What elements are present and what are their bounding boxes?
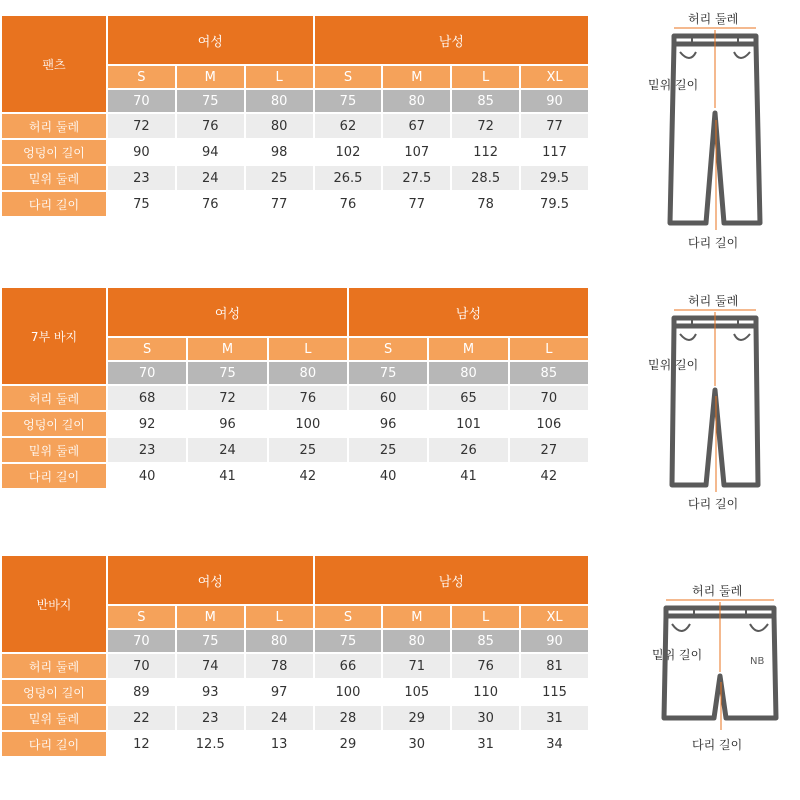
size-cell: XL	[521, 606, 588, 628]
pants-diagram	[640, 290, 790, 515]
inch-cell: 80	[246, 90, 313, 112]
value-cell: 101	[456, 416, 481, 432]
value-cell: 12.5	[195, 736, 225, 752]
size-cell: L	[452, 66, 519, 88]
table-row	[2, 412, 588, 436]
value-cell: 97	[270, 684, 288, 700]
row-label: 엉덩이 길이	[2, 680, 106, 704]
value-cell: 80	[246, 114, 313, 138]
waist-label: 허리 둘레	[688, 294, 739, 308]
table-row	[2, 654, 588, 678]
table-row	[2, 386, 588, 410]
table-row	[2, 114, 588, 138]
value-cell: 117	[542, 144, 567, 160]
table-row	[2, 192, 588, 216]
value-cell: 89	[133, 684, 150, 700]
group-women: 여성	[108, 16, 313, 64]
inch-cell: 70	[108, 630, 175, 652]
value-cell: 112	[473, 144, 499, 160]
size-cell: S	[108, 338, 186, 360]
value-cell: 24	[188, 438, 266, 462]
size-cell: L	[246, 66, 313, 88]
shorts-diagram	[650, 580, 790, 755]
value-cell: 40	[138, 468, 156, 484]
value-cell: 31	[521, 706, 588, 730]
value-cell: 72	[452, 114, 519, 138]
row-label: 다리 길이	[2, 732, 106, 756]
value-cell: 94	[201, 144, 219, 160]
value-cell: 98	[270, 144, 288, 160]
value-cell: 90	[133, 144, 150, 160]
value-cell: 92	[138, 416, 156, 432]
size-cell: M	[177, 606, 244, 628]
value-cell: 23	[108, 438, 186, 462]
value-cell: 100	[295, 416, 321, 432]
inch-cell: 70	[108, 362, 186, 384]
inch-cell: 85	[452, 630, 519, 652]
group-women: 여성	[108, 288, 347, 336]
inch-cell: 80	[383, 630, 450, 652]
value-cell: 76	[177, 114, 244, 138]
group-men: 남성	[315, 556, 588, 604]
value-cell: 29	[339, 736, 357, 752]
leg-label: 다리 길이	[688, 236, 739, 250]
value-cell: 75	[133, 196, 150, 212]
value-cell: 115	[542, 684, 567, 700]
value-cell: 29.5	[521, 166, 588, 190]
size-cell: M	[383, 66, 450, 88]
size-cell: M	[429, 338, 507, 360]
size-cell: L	[246, 606, 313, 628]
row-label: 엉덩이 길이	[2, 140, 106, 164]
inch-cell: 75	[177, 90, 244, 112]
group-women: 여성	[108, 556, 313, 604]
table-row	[2, 166, 588, 190]
value-cell: 107	[404, 144, 430, 160]
size-cell: S	[349, 338, 427, 360]
value-cell: 31	[477, 736, 494, 752]
inch-cell: 75	[349, 362, 427, 384]
waist-label: 허리 둘레	[688, 12, 739, 26]
value-cell: 74	[177, 654, 244, 678]
value-cell: 78	[477, 196, 494, 212]
value-cell: 76	[452, 654, 519, 678]
size-cell: M	[188, 338, 266, 360]
value-cell: 93	[201, 684, 219, 700]
value-cell: 67	[383, 114, 450, 138]
size-cell: L	[452, 606, 519, 628]
value-cell: 40	[379, 468, 397, 484]
value-cell: 22	[108, 706, 175, 730]
size-cell: L	[269, 338, 347, 360]
row-label: 다리 길이	[2, 464, 106, 488]
size-cell: L	[510, 338, 588, 360]
size-cell: XL	[521, 66, 588, 88]
value-cell: 68	[108, 386, 186, 410]
row-label: 허리 둘레	[2, 386, 106, 410]
value-cell: 72	[108, 114, 175, 138]
value-cell: 41	[460, 468, 477, 484]
inch-cell: 80	[246, 630, 313, 652]
table-title: 팬츠	[2, 16, 106, 112]
pants-diagram	[640, 8, 790, 253]
group-men: 남성	[349, 288, 588, 336]
value-cell: 25	[269, 438, 347, 462]
row-label: 다리 길이	[2, 192, 106, 216]
value-cell: 76	[339, 196, 357, 212]
value-cell: 79.5	[540, 196, 569, 212]
value-cell: 41	[219, 468, 236, 484]
row-label: 허리 둘레	[2, 114, 106, 138]
value-cell: 72	[188, 386, 266, 410]
inch-cell: 75	[315, 90, 382, 112]
value-cell: 106	[536, 416, 562, 432]
inch-cell: 75	[177, 630, 244, 652]
row-label: 밑위 둘레	[2, 166, 106, 190]
inch-cell: 85	[452, 90, 519, 112]
size-cell: S	[315, 66, 382, 88]
value-cell: 30	[408, 736, 426, 752]
row-label: 허리 둘레	[2, 654, 106, 678]
table-title: 7부 바지	[2, 288, 106, 384]
inch-cell: 80	[383, 90, 450, 112]
table-row	[2, 706, 588, 730]
rise-label: 밑위 길이	[648, 358, 699, 372]
value-cell: 27.5	[383, 166, 450, 190]
row-label: 엉덩이 길이	[2, 412, 106, 436]
svg-text:NB: NB	[750, 656, 765, 667]
value-cell: 70	[510, 386, 588, 410]
value-cell: 65	[429, 386, 507, 410]
value-cell: 23	[177, 706, 244, 730]
value-cell: 27	[510, 438, 588, 462]
inch-cell: 90	[521, 90, 588, 112]
table-row	[2, 680, 588, 704]
value-cell: 13	[270, 736, 288, 752]
value-cell: 102	[335, 144, 361, 160]
value-cell: 42	[299, 468, 317, 484]
value-cell: 12	[133, 736, 150, 752]
value-cell: 60	[349, 386, 427, 410]
row-label: 밑위 둘레	[2, 438, 106, 462]
value-cell: 30	[452, 706, 519, 730]
shorts-icon	[650, 580, 790, 755]
value-cell: 76	[201, 196, 219, 212]
inch-cell: 90	[521, 630, 588, 652]
value-cell: 96	[219, 416, 236, 432]
leg-label: 다리 길이	[692, 738, 743, 752]
value-cell: 62	[315, 114, 382, 138]
value-cell: 42	[540, 468, 558, 484]
size-cell: S	[108, 66, 175, 88]
rise-label: 밑위 길이	[648, 78, 699, 92]
value-cell: 105	[404, 684, 430, 700]
size-table-shorts	[0, 554, 590, 758]
value-cell: 23	[108, 166, 175, 190]
cropped-pants-icon	[640, 290, 790, 515]
value-cell: 100	[335, 684, 361, 700]
size-cell: M	[383, 606, 450, 628]
long-pants-icon	[640, 8, 790, 253]
group-men: 남성	[315, 16, 588, 64]
value-cell: 76	[269, 386, 347, 410]
table-row	[2, 438, 588, 462]
value-cell: 77	[408, 196, 426, 212]
row-label: 밑위 둘레	[2, 706, 106, 730]
size-cell: M	[177, 66, 244, 88]
rise-label: 밑위 길이	[652, 648, 703, 662]
value-cell: 78	[246, 654, 313, 678]
value-cell: 25	[349, 438, 427, 462]
inch-cell: 75	[315, 630, 382, 652]
value-cell: 70	[108, 654, 175, 678]
inch-cell: 80	[269, 362, 347, 384]
value-cell: 26.5	[315, 166, 382, 190]
value-cell: 110	[473, 684, 499, 700]
leg-label: 다리 길이	[688, 497, 739, 511]
size-table-cropped-pants	[0, 286, 590, 490]
value-cell: 77	[521, 114, 588, 138]
value-cell: 66	[315, 654, 382, 678]
table-row	[2, 732, 588, 756]
value-cell: 71	[383, 654, 450, 678]
value-cell: 26	[429, 438, 507, 462]
value-cell: 29	[383, 706, 450, 730]
size-cell: S	[315, 606, 382, 628]
value-cell: 96	[379, 416, 397, 432]
table-row	[2, 140, 588, 164]
table-row	[2, 464, 588, 488]
inch-cell: 80	[429, 362, 507, 384]
value-cell: 25	[246, 166, 313, 190]
value-cell: 81	[521, 654, 588, 678]
value-cell: 24	[177, 166, 244, 190]
value-cell: 28	[315, 706, 382, 730]
inch-cell: 70	[108, 90, 175, 112]
size-cell: S	[108, 606, 175, 628]
waist-label: 허리 둘레	[692, 584, 743, 598]
value-cell: 77	[270, 196, 288, 212]
table-title: 반바지	[2, 556, 106, 652]
value-cell: 28.5	[452, 166, 519, 190]
inch-cell: 85	[510, 362, 588, 384]
value-cell: 24	[246, 706, 313, 730]
inch-cell: 75	[188, 362, 266, 384]
size-table-pants	[0, 14, 590, 218]
value-cell: 34	[546, 736, 563, 752]
